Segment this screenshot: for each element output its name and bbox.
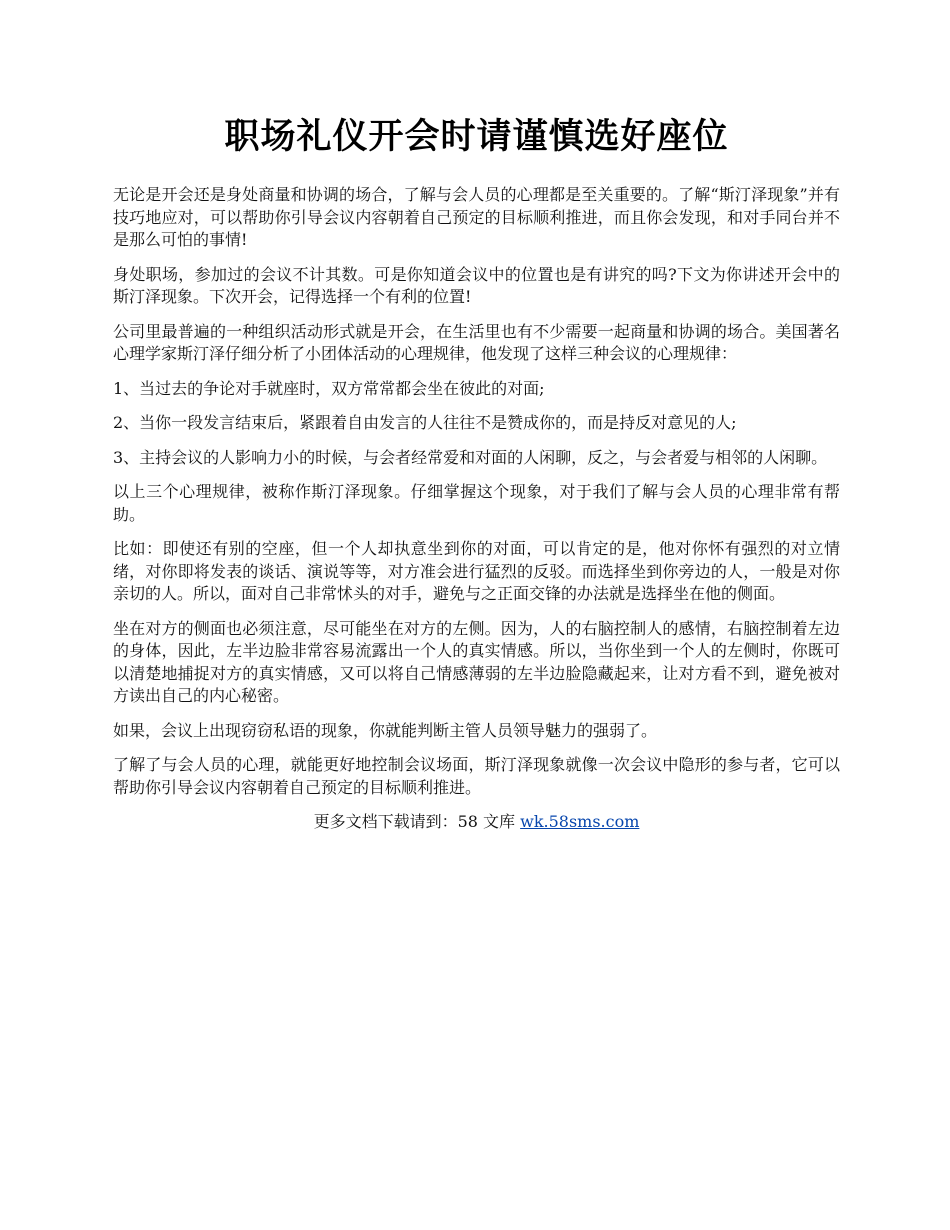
paragraph-left-side: 坐在对方的侧面也必须注意，尽可能坐在对方的左侧。因为，人的右脑控制人的感情，右脑控制着左边的身体，因此，左半边脸非常容易流露出一个人的真实情感。所以，当你坐到一个人的左侧时，你既可以清楚地捕捉对方的真实情感，又可以将自己情感薄弱的左半边脸隐藏起来，让对方看不到，避免被对方读出自己的内心秘密。 [113, 618, 840, 705]
article-body [113, 184, 840, 799]
list-item-rule-1: 1、当过去的争论对手就座时，双方常常都会坐在彼此的对面; [113, 378, 545, 398]
paragraph-steinzor-intro: 公司里最普遍的一种组织活动形式就是开会，在生活里也有不少需要一起商量和协调的场合。美国著名心理学家斯汀泽仔细分析了小团体活动的心理规律，他发现了这样三种会议的心理规律： [113, 321, 840, 363]
paragraph-example: 比如：即使还有别的空座，但一个人却执意坐到你的对面，可以肯定的是，他对你怀有强烈的对立情绪，对你即将发表的谈话、演说等等，对方准会进行猛烈的反驳。而选择坐到你旁边的人，一般是对你亲切的人。所以，面对自己非常怵头的对手，避免与之正面交锋的办法就是选择坐在他的侧面。 [113, 539, 840, 603]
paragraph-conclusion: 了解了与会人员的心理，就能更好地控制会议场面，斯汀泽现象就像一次会议中隐形的参与者，它可以帮助你引导会议内容朝着自己预定的目标顺利推进。 [113, 755, 840, 797]
paragraph-whispering: 如果，会议上出现窃窃私语的现象，你就能判断主管人员领导魅力的强弱了。 [113, 720, 658, 740]
list-item-rule-2: 2、当你一段发言结束后，紧跟着自由发言的人往往不是赞成你的，而是持反对意见的人; [113, 413, 737, 432]
page-title: 职场礼仪开会时请谨慎选好座位 [224, 116, 729, 157]
paragraph-summary: 以上三个心理规律，被称作斯汀泽现象。仔细掌握这个现象，对于我们了解与会人员的心理非常有帮助。 [113, 482, 840, 524]
footer-link[interactable]: wk.58sms.com [520, 812, 640, 831]
footer-download-note [113, 811, 840, 833]
paragraph-workplace: 身处职场，参加过的会议不计其数。可是你知道会议中的位置也是有讲究的吗?下文为你讲述开会中的斯汀泽现象。下次开会，记得选择一个有利的位置! [113, 264, 840, 306]
paragraph-intro: 无论是开会还是身处商量和协调的场合，了解与会人员的心理都是至关重要的。了解“斯汀泽现象”并有技巧地应对，可以帮助你引导会议内容朝着自己预定的目标顺利推进，而且你会发现，和对手同台并不是那么可怕的事情! [113, 185, 840, 249]
footer-prefix: 更多文档下载请到：58 文库 [313, 812, 521, 831]
document-page [113, 0, 840, 833]
list-item-rule-3: 3、主持会议的人影响力小的时候，与会者经常爱和对面的人闲聊，反之，与会者爱与相邻的人闲聊。 [113, 447, 828, 467]
